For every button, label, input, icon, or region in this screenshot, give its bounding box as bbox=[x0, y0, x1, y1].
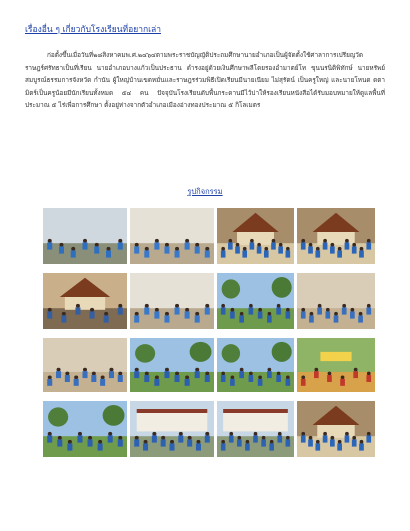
seated-class-photo bbox=[43, 338, 127, 392]
outdoor-gathering-photo bbox=[217, 273, 294, 329]
temple-assembly-photo bbox=[217, 208, 294, 264]
students-seated-building-photo bbox=[217, 401, 294, 457]
students-floor-activity-photo bbox=[297, 273, 375, 329]
stage-banner-photo bbox=[297, 338, 375, 392]
temple-hall-students-photo bbox=[297, 401, 375, 457]
classroom-ceremony-photo bbox=[130, 208, 214, 264]
temple-hall-photo bbox=[297, 208, 375, 264]
history-paragraph: ก่อตั้งขึ้นเมื่อวันที่๒๘สิงหาคมพ.ศ.๒๔๖๔ตามพระราชบัญญัติประถมศึกษานายอำเภอเป็นผู้จัดตั้งใช้ศาลาการเปรียญวัดราษฎร์ศรัทธาเป็นที่เรียน นายอำเภอบางแก้วเป็นประธาน ดำรงอยู่ด้วยเงินศึกษาพลีโดยรองอำมาตย์โท ขุนนรนิติพิทักษ์ นายหรัพย์สมบูรณ์ธรรมการจังหวัด กำนัน ผู้ใหญ่บ้านเขตหมั่นและราษฎรร่วมพิธีเปิดเรียนมีนายเนียม ไม่สุรัตน์ เป็นครูใหญ่ และนายโหนด ดตามิตร์เป็นครูน้อยมีนักเรียนทั้งหมด ๕๔ คน ปัจจุบันโรงเรียนดับพื้นกระดานมีไว้บ่าให้รองเรียนหนังสือได้รับมอบหมายให้ดูแลพื้นที่ประมาณ ๕ ไร่เพื่อการศึกษา ตั้งอยู่ห่างจากตัวอำเภอเมืองอ่างทองประมาณ ๕ กิโลเมตร bbox=[25, 51, 385, 110]
shrine-ceremony-photo bbox=[43, 273, 127, 329]
field-assembly-photo bbox=[130, 338, 214, 392]
gallery-title: รูปกิจกรรม bbox=[187, 187, 223, 196]
school-building-photo bbox=[130, 401, 214, 457]
monk-outdoor-group-photo bbox=[43, 401, 127, 457]
page-heading: เรื่องอื่น ๆ เกี่ยวกับโรงเรียนที่อยากเล่า bbox=[25, 25, 161, 35]
garden-activity-photo bbox=[217, 338, 294, 392]
indoor-activity-photo bbox=[130, 273, 214, 329]
photo-gallery bbox=[43, 208, 375, 457]
students-blue-uniform-photo bbox=[43, 208, 127, 264]
